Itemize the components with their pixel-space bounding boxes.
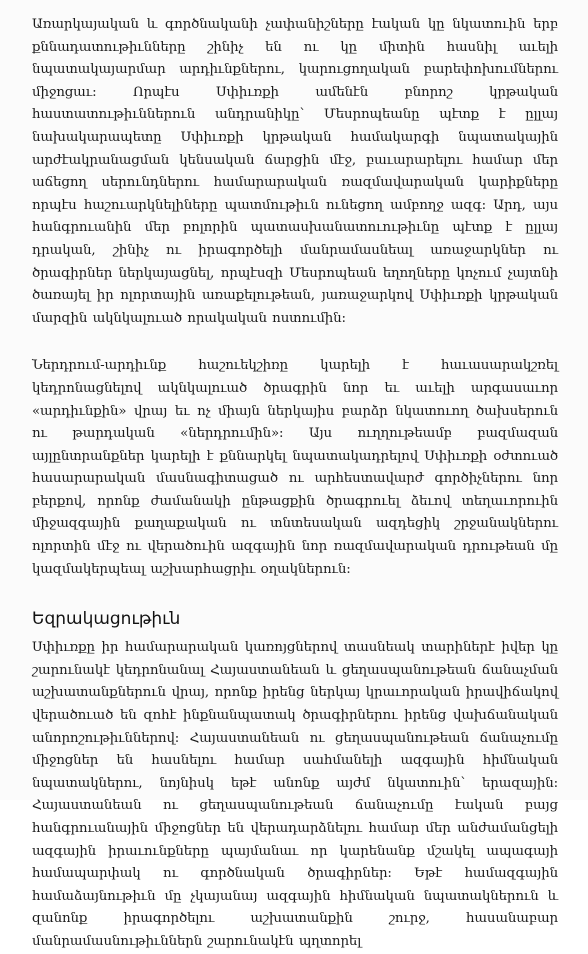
- body-paragraph-2: Ներդրում-արդիւնք հաշուեկշիռը կարելի է հաւասարակշռել կեդրոնացնելով ակնկալուած ծրագրին նոր եւ աւելի արգասաւոր «արդիւնքին» վրայ եւ ոչ միայն ներկայիս բարձր նկատուող ծախսերուն ու թարդական «ներդրումին»: Այս ուղղութեամբ բազմազան այլընտրանքներ կարելի է քննարկել նպատակադրելով Սփիւռքի օժտուած հասարարական մասնագիտացած ու արհեստավարժ գործիչներու նոր բերքով, որոնք ժամանակի ընթացքին ծրագրուել ձեւով տեղաւորուին միջազգային քաղաքական ու տնտեսական ազդեցիկ շրջանակներու ոլորտին մէջ ու վերածուին ազգային նոր ռազմավարական դրութեան մը կազմակերպեալ աշխարհացրիւ օղակներուն:: [32, 358, 558, 577]
- body-paragraph-3: Սփիւռքը իր համարարական կառոյցներով տասնեակ տարիներէ իվեր կը շարունակէ կեդրոնանալ Հայաստանեան և ցեղասպանութեան ճանաչման աշխատանքներուն վրայ, որոնք իրենց ներկայ կրաւորական իրավիճակով վերածուած են զոհէ ինքնանպատակ ծրագիրներու իրենց վախճանական անորոշութիւններով: Հայաստանեան ու ցեղասպանութեան ճանաչումը միջոցներ են հասնելու համար սահմանելի ազգային հիմնական նպատակներու, նոյնիսկ եթէ անոնք այժմ նկատուին՝ երազային: Հայաստանեան ու ցեղասպանութեան ճանաչումը էական բայց հանգրուանային միջոցներ են վերադարձնելու համար մեր անժամանցելի ազգային իրաւունքները պայմանաւ որ կարենանք մշակել ապագայի համապարփակ ու գործնական ծրագիրներ: Եթէ համազգային համաձայնութիւն մը չկայանայ ազգային հիմնական նպատակներուն և զանոնք իրագործելու աշխատանքին շուրջ, հասանաբար մանրամասնութիւններն շարունակէն պղտորել: [32, 640, 558, 949]
- body-paragraph-1: Առարկայական և գործնականի չափանիշները էական կը նկատուին երբ քննադատութիւնները շինիչ են ու կը միտին հասնիլ աւելի նպատակայարմար արդիւնքներու, կարուցողական բարեփոխումներու միջոցաւ: Որպէս Սփիւռքի ամենէն բնորոշ կրթական հաստատութիւններուն անդրանիկը՝ Մեսրոպեանը պէտք է ըլլայ նախակարապետը Սփիւռքի կրթական համակարգի նպատակային արժէակրանացման կենսական ճարցին մէջ, բաւարարելու համար մեր աճեցող սերունդներու համարարական ռազմավարական կարիքները որպէս հաշուարկնելիները պատմութիւն ունեցող ամբողջ ազգ: Արդ, այս հանգրուանին մեր բոլորին պատասխանատուութիւնը պէտք է ըլլայ դրական, շինիչ ու իրագործելի մանրամասնեալ առաջարկներ ու ծրագիրներ ներկայացնել, որպէսզի Մեսրոպեան եղողները կոչում չայտնի ծառայել իր ոլորտային առաքելութեան, յառաջարկով Սփիւռքի կրթական մարզին ակնկալուած որակական ոստումին:: [32, 17, 558, 326]
- section-heading-conclusion: Եզրակացութիւն: [32, 609, 181, 630]
